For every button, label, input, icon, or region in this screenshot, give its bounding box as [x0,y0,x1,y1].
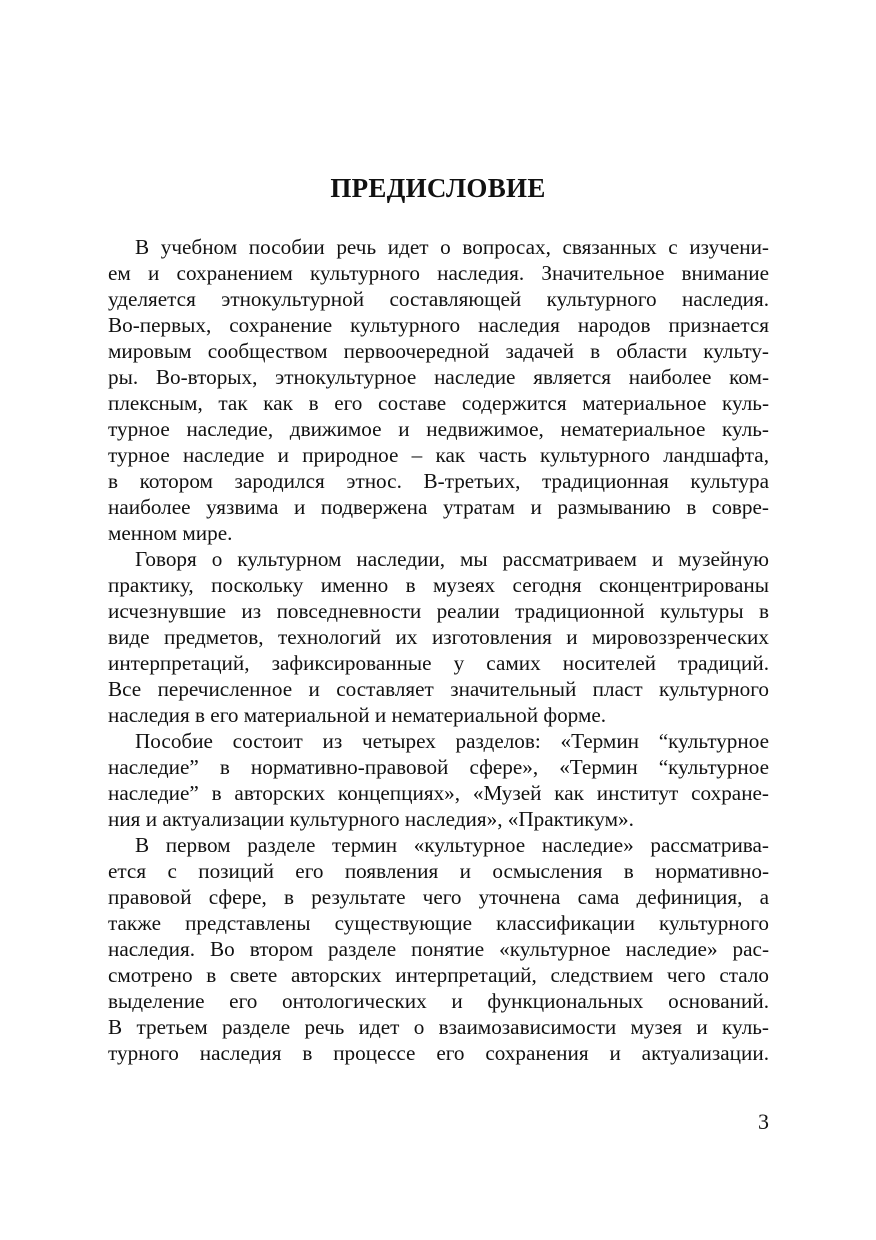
text-line: наследия в его материальной и нематериальной форме. [108,703,607,727]
text-line: правовой сфере, в результате чего уточнена сама дефиниция, а [108,885,769,909]
text-line: уделяется этнокультурной составляющей культурного наследия. [108,287,769,311]
text-line: мировым сообществом первоочередной задачей в области культу- [108,339,769,363]
text-line: плексным, так как в его составе содержится материальное куль- [108,391,769,415]
page-title: ПРЕДИСЛОВИЕ [330,173,546,203]
text-line: смотрено в свете авторских интерпретаций, следствием чего стало [108,963,769,987]
text-line: наследия. Во втором разделе понятие «культурное наследие» рас- [108,937,769,961]
text-line: Все перечисленное и составляет значительный пласт культурного [108,677,769,701]
text-line: в котором зародился этнос. В-третьих, традиционная культура [108,469,769,493]
text-line: наследие” в авторских концепциях», «Музей как институт сохране- [108,781,769,805]
text-line: практику, поскольку именно в музеях сегодня сконцентрированы [108,573,769,597]
text-line: турное наследие, движимое и недвижимое, нематериальное куль- [108,417,769,441]
text-line: Во-первых, сохранение культурного наследия народов признается [108,313,769,337]
text-line: выделение его онтологических и функциональных оснований. [108,989,769,1013]
page-number: 3 [758,1109,769,1134]
text-line: турного наследия в процессе его сохранения и актуализации. [108,1041,769,1065]
text-line: менном мире. [108,521,233,545]
text-line: исчезнувшие из повседневности реалии традиционной культуры в [108,599,769,623]
text-line: Говоря о культурном наследии, мы рассматриваем и музейную [135,547,769,571]
text-line: виде предметов, технологий их изготовления и мировоззренческих [108,625,769,649]
text-line: В третьем разделе речь идет о взаимозависимости музея и куль- [108,1015,769,1039]
text-line: ется с позиций его появления и осмысления в нормативно- [108,859,769,883]
text-line: Пособие состоит из четырех разделов: «Термин “культурное [135,729,769,753]
text-line: В первом разделе термин «культурное наследие» рассматрива- [135,833,769,857]
text-line: ем и сохранением культурного наследия. Значительное внимание [108,261,769,285]
text-line: В учебном пособии речь идет о вопросах, связанных с изучени- [135,235,769,259]
text-line: интерпретаций, зафиксированные у самих носителей традиций. [108,651,769,675]
text-line: ния и актуализации культурного наследия», «Практикум». [108,807,634,831]
text-line: наследие” в нормативно-правовой сфере», «Термин “культурное [108,755,769,779]
text-line: наиболее уязвима и подвержена утратам и размыванию в совре- [108,495,769,519]
text-line: ры. Во-вторых, этнокультурное наследие является наиболее ком- [108,365,769,389]
text-line: турное наследие и природное – как часть культурного ландшафта, [108,443,769,467]
text-line: также представлены существующие классификации культурного [108,911,769,935]
